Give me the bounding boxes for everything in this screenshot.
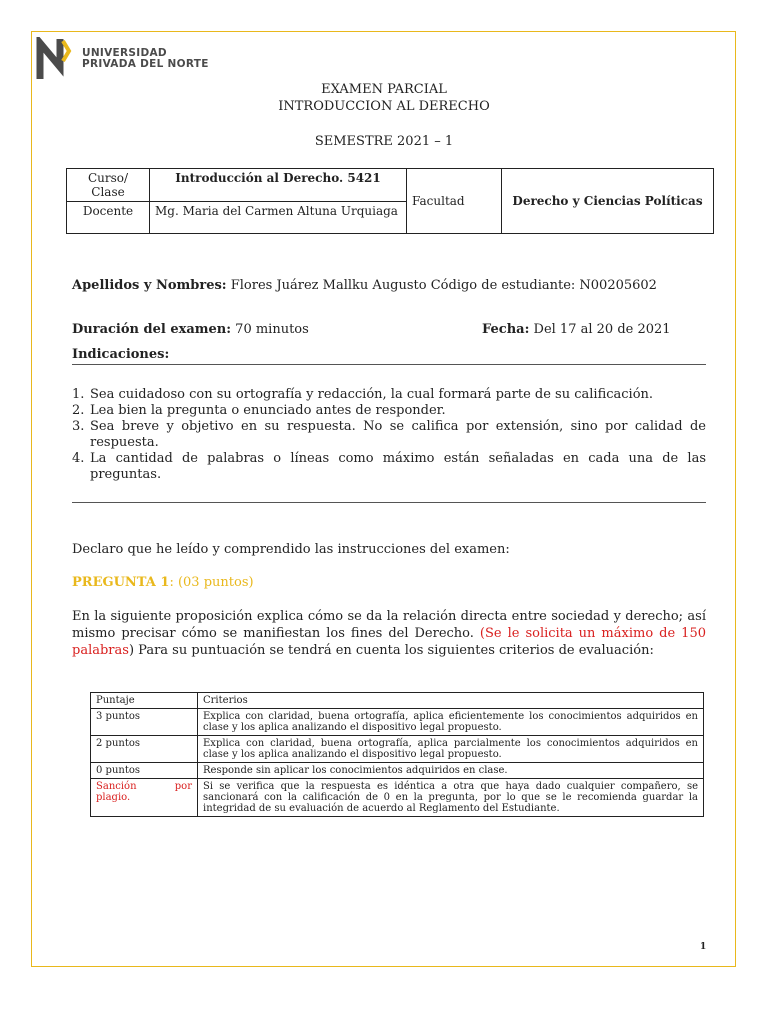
question1-heading bbox=[72, 575, 254, 590]
facultad-label: Facultad bbox=[407, 169, 502, 234]
list-item: 2. Lea bien la pregunta o enunciado antes de responder. bbox=[72, 403, 446, 418]
question1-text: En la siguiente proposición explica cómo se da la relación directa entre sociedad y derecho; así mismo precisar cómo se manifiestan los fines del Derecho. (Se le solicita un máximo de 150 palabras) Para su puntuación se tendrá en cuenta los siguientes criterios de evaluación: bbox=[72, 609, 706, 658]
criteria-header-criterios: Criterios bbox=[198, 693, 704, 709]
table-row: 3 puntos Explica con claridad, buena ortografía, aplica eficientemente los conocimientos adquiridos en clase y los aplica analizando el dispositivo legal propuesto. bbox=[91, 709, 704, 736]
curso-value: Introducción al Derecho. 5421 bbox=[150, 169, 407, 202]
upn-logo-icon bbox=[36, 37, 78, 81]
date-value: Del 17 al 20 de 2021 bbox=[529, 322, 671, 337]
student-name-label: Apellidos y Nombres: bbox=[72, 278, 227, 293]
list-item: 1. Sea cuidadoso con su ortografía y redacción, la cual formará parte de su calificación. bbox=[72, 387, 654, 402]
list-item: 4. La cantidad de palabras o líneas como máximo están señaladas en cada una de las preguntas. bbox=[72, 451, 706, 482]
semester-title: SEMESTRE 2021 – 1 bbox=[314, 134, 454, 149]
table-row: 2 puntos Explica con claridad, buena ortografía, aplica parcialmente los conocimientos adquiridos en clase y los aplica analizando el dispositivo legal propuesto. bbox=[91, 736, 704, 763]
student-name-value: Flores Juárez Mallku Augusto Código de estudiante: N00205602 bbox=[226, 278, 657, 293]
exam-title: EXAMEN PARCIAL bbox=[321, 82, 447, 97]
duration-line bbox=[72, 322, 309, 337]
criteria-table bbox=[90, 692, 704, 817]
logo-line2: PRIVADA DEL NORTE bbox=[82, 58, 209, 70]
table-row: Sanción por plagio. Si se verifica que la respuesta es idéntica a otra que haya dado cualquier compañero, se sancionará con la calificación de 0 en la pregunta, por lo que se le recomienda guardar la integridad de su evaluación de acuerdo al Reglamento del Estudiante. bbox=[91, 779, 704, 817]
logo-line1: UNIVERSIDAD bbox=[82, 47, 167, 59]
question1-label: PREGUNTA 1 bbox=[72, 575, 170, 590]
facultad-value: Derecho y Ciencias Políticas bbox=[502, 169, 714, 234]
divider-top bbox=[72, 364, 706, 365]
criteria-header-puntaje: Puntaje bbox=[91, 693, 198, 709]
divider-bottom bbox=[72, 502, 706, 503]
word-limit-note: (Se le solicita un máximo de 150 palabras bbox=[72, 626, 706, 658]
docente-label: Docente bbox=[67, 202, 150, 234]
curso-label: Curso/ Clase bbox=[67, 169, 150, 202]
student-line bbox=[72, 278, 657, 293]
table-row: 0 puntos Responde sin aplicar los conocimientos adquiridos en clase. bbox=[91, 763, 704, 779]
table-row bbox=[91, 693, 704, 709]
date-line bbox=[482, 322, 671, 337]
page-number: 1 bbox=[700, 942, 707, 952]
list-item: 3. Sea breve y objetivo en su respuesta. No se califica por extensión, sino por calidad de respuesta. bbox=[72, 419, 706, 450]
course-info-table bbox=[66, 168, 714, 234]
indicaciones-heading: Indicaciones: bbox=[72, 347, 170, 362]
course-title: INTRODUCCION AL DERECHO bbox=[278, 99, 490, 114]
question1-points: : (03 puntos) bbox=[169, 575, 254, 590]
duration-label: Duración del examen: bbox=[72, 322, 232, 337]
declaration-text: Declaro que he leído y comprendido las instrucciones del examen: bbox=[72, 542, 510, 557]
university-logo bbox=[36, 36, 209, 82]
date-label: Fecha: bbox=[482, 322, 530, 337]
docente-value: Mg. Maria del Carmen Altuna Urquiaga bbox=[150, 202, 407, 234]
duration-value: 70 minutos bbox=[231, 322, 309, 337]
indicaciones-list bbox=[72, 387, 706, 483]
sancion-label: Sanción por plagio. bbox=[91, 779, 198, 817]
